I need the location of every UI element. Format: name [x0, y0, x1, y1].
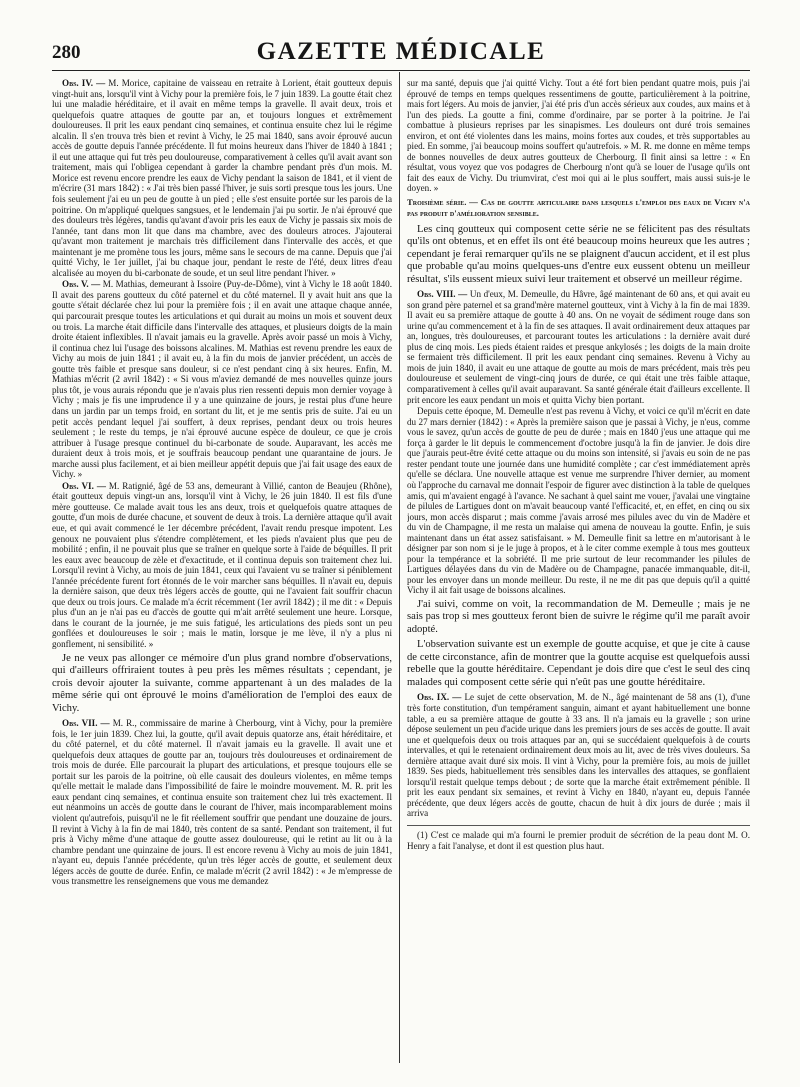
observation-text: M. Mathias, demeurant à Issoire (Puy-de-Dôme), vint à Vichy le 18 août 1840. Il avait des parens goutteux du côté paternel et du côté maternel. Il y avait huit ans que la goutte s'était déclarée chez lui pour la première fois ; il en avait une attaque chaque année, qui parcourait presque toutes les articulations et qui durait au moins un mois et souvent deux ou trois. La marche était difficile dans l'intervalle des attaques, et plusieurs doigts de la main droite étaient inflexibles. Il n'avait jamais eu la gravelle. Après avoir passé un mois à Vichy, il continua chez lui l'usage des boissons alcalines. M. Mathias est revenu prendre les eaux de Vichy au mois de juin 1841 ; il avait eu, à la fin du mois de janvier précédent, un accès de goutte très faible et presque sans douleur, si ce n'est pendant cinq à six heures. Enfin, M. Mathias m'écrit (2 avril 1842) : « Si vous m'aviez demandé de mes nouvelles quinze jours plus tôt, je vous aurais répondu que je n'avais plus rien ressenti depuis mon dernier voyage à Vichy ; mais je fis une imprudence il y a une quinzaine de jours, je restai plus d'une heure dans un jardin par un temps froid, en sortant du lit, et je me sentis pris de suite. J'ai eu un petit accès pendant lequel j'ai souffert, à deux reprises, pendant deux ou trois heures seulement ; le reste du temps, je n'ai éprouvé aucune espèce de douleur, ce que je crois attribuer à l'usage presque continuel du bi-carbonate de soude. Auparavant, les accès me duraient deux à trois mois, et je souffrais beaucoup pendant une quarantaine de jours. Je marche aussi plus facilement, et ai bien meilleur appétit depuis que j'ai fait usage des eaux de Vichy. »: [52, 279, 392, 480]
observation-label: Obs. IX. —: [417, 692, 462, 703]
footnote-rule: [407, 825, 750, 826]
journal-title: GAZETTE MÉDICALE: [256, 38, 546, 65]
observation-text: M. R., commissaire de marine à Cherbourg, vint à Vichy, pour la première fois, le 1er juin 1839. Chez lui, la goutte, qu'il avait depuis quatorze ans, était héréditaire, et du côté paternel, et du côté maternel. Il n'avait jamais eu la gravelle. Il avait une et quelquefois deux attaques de goutte par an, toujours très douloureuses et ordinairement de trois mois de durée. Elle parcourait la plupart des articulations, et presque toujours elle se portait sur les parois de la poitrine, où elle causait des douleurs violentes, en même temps qu'elle mettait le malade dans l'impossibilité de faire le moindre mouvement. M. R. prit les eaux pendant cinq semaines, et continua ensuite son traitement chez lui très exactement. Il eut néanmoins un accès de goutte dans le courant de l'hiver, mais incomparablement moins violent qu'autrefois, puisqu'il ne le fit réellement souffrir que pendant une douzaine de jours. Il revint à Vichy à la fin de mai 1840, très content de sa santé. Pendant son traitement, il fut pris à Vichy même d'une attaque de goutte assez douloureuse, qui le retint au lit ou à la chambre pendant une quinzaine de jours. Il est encore revenu à Vichy au mois de juin 1841, n'ayant eu, depuis l'année précédente, qu'un très léger accès de goutte, et seulement deux légers accès de goutte de durée. Enfin, ce malade m'écrit (2 avril 1842) : « Je m'empresse de vous transmettre les renseignemens que vous me demandez: [52, 718, 392, 887]
series-intro: Les cinq goutteux qui composent cette série ne se félicitent pas des résultats qu'ils ont obtenus, et en effet ils ont été beaucoup moins heureux que les autres ; cependant je ferai remarquer qu'ils ne se plaignent d'aucun accident, et il est plus que probable qu'au moins quelques-uns d'entre eux eussent obtenu un meilleur résultat, s'ils eussent mieux suivi leur traitement et observé un meilleur régime.: [407, 223, 750, 285]
observation-label: Obs. VI. —: [62, 480, 106, 491]
commentary-paragraph: J'ai suivi, comme on voit, la recommandation de M. Demeulle ; mais je ne sais pas trop si mes goutteux feront bien de suivre le régime qu'il me paraît avoir adopté.: [407, 598, 750, 635]
observation-label: Obs. IV. —: [62, 78, 106, 88]
footnote: (1) C'est ce malade qui m'a fourni le premier produit de sécrétion de la peau dont M. O. Henry a fait l'analyse, et dont il est question plus haut.: [407, 830, 750, 851]
left-column: [52, 78, 392, 1063]
observation-text: Le sujet de cette observation, M. de N., âgé maintenant de 58 ans (1), d'une très forte constitution, d'un tempérament sanguin, aimant et ayant habituellement une bonne table, a eu sa première attaque de goutte à 33 ans. Il n'a jamais eu la gravelle ; son urine dépose seulement un peu d'acide urique dans les premiers jours de ses accès de goutte. Il avait une et quelquefois deux ou trois attaques par an, qui se succédaient quelquefois à de courts intervalles, et qui le retenaient ordinairement deux mois au lit, avec de très vives douleurs. Sa dernière attaque avait duré six mois. Il vint à Vichy, pour la première fois, au mois de juillet 1839. Ses pieds, habituellement très sensibles dans les intervalles des attaques, se gonflaient lorsqu'il restait quelque temps debout ; de sorte que la marche était extrêmement pénible. Il prit les eaux pendant six semaines, et revint à Vichy en 1840, n'ayant eu, depuis l'année précédente, que deux légers accès de goutte, chacun de huit à dix jours de durée ; mais il arriva: [407, 692, 750, 819]
interlude-paragraph: Je ne veux pas allonger ce mémoire d'un plus grand nombre d'observations, qui d'ailleurs offriraient toutes à peu près les mêmes résultats ; cependant, je crois devoir ajouter la suivante, comme appartenant à un des malades de la même série qui ont éprouvé le moins d'amélioration de l'emploi des eaux de Vichy.: [52, 652, 392, 714]
observation-7: [52, 718, 392, 887]
observation-text: Un d'eux, M. Demeulle, du Hâvre, âgé maintenant de 60 ans, et qui avait eu son grand père paternel et sa grand'mère maternel goutteux, vint à Vichy à la fin de mai 1839. Il avait eu sa première attaque de goutte à 40 ans. On ne voyait de sédiment rouge dans son urine qu'au commencement et à la fin de ses attaques. Il avait ordinairement deux attaques par an, longues, très douloureuses, et parcourant toutes les articulations : la dernière avait duré plus de cinq mois. Les pieds étaient raides et presque ankylosés ; les doigts de la main droite se fermaient très difficilement. Il prit les eaux pendant cinq semaines. Revenu à Vichy au mois de juin 1840, il avait eu une attaque de goutte au mois de mars précédent, mais très peu douloureuse et seulement de vingt-cinq jours de durée, ce qui était une très faible attaque, comparativement à celles qu'il avait auparavant. Sa santé générale était d'ailleurs excellente. Il prit encore les eaux pendant un mois et quitta Vichy bien portant.: [407, 289, 750, 405]
page-number: 280: [52, 42, 81, 63]
section-heading: Troisième série. — Cas de goutte articulaire dans lesquels l'emploi des eaux de Vichy n'a pas produit d'amélioration sensible.: [407, 197, 750, 218]
observation-7-continued: sur ma santé, depuis que j'ai quitté Vichy. Tout a été fort bien pendant quatre mois, puis j'ai éprouvé de temps en temps quelques ressentimens de goutte, particulièrement à la poitrine, mais fort légers. Au mois de janvier, j'ai été pris d'un accès sérieux aux coudes, aux mains et à l'un des pieds. La goutte a fini, comme d'ordinaire, par se porter à la poitrine. Je l'ai combattue à plusieurs reprises par les sinapismes. Les douleurs ont duré trois semaines environ, et ont été violentes dans les mains, moins fortes aux coudes, et très supportables au pied. En somme, j'ai beaucoup moins souffert qu'autrefois. » M. R. me donne en même temps de bonnes nouvelles de deux autres goutteux de Cherbourg. Il finit ainsi sa lettre : « En résultat, vous voyez que vos podagres de Cherbourg n'ont qu'à se louer de l'usage qu'ils ont fait des eaux de Vichy. Du triumvirat, c'est moi qui ai le plus souffert, mais aussi suis-je le doyen. »: [407, 78, 750, 194]
observation-text: M. Ratignié, âgé de 53 ans, demeurant à Villié, canton de Beaujeu (Rhône), était goutteux depuis vingt-un ans, lorsqu'il vint à Vichy, le 26 juin 1840. Il est fils d'une mère goutteuse. Ce malade avait tous les ans deux, trois et quelquefois quatre attaques de goutte, d'un mois de durée chacune, et souvent de deux à trois. La dernière attaque qu'il avait eue, et qui avait commencé le 1er décembre précédent, l'avait rendu presque impotent. Les genoux ne pouvaient plus s'étendre complètement, et les pieds n'avaient plus que peu de mobilité ; enfin, il ne pouvait plus que se traîner en quelque sorte à l'aide de béquilles. Il prit les eaux avec beaucoup de zèle et d'exactitude, et il continua depuis son traitement chez lui. Lorsqu'il revint à Vichy, au mois de juin 1841, ceux qui l'avaient vu se traîner si péniblement l'année précédente furent fort étonnés de le voir marcher sans béquilles. Il n'avait eu, depuis la dernière saison, que deux très légers accès de goutte, qui ne l'avaient fait souffrir chacun que deux ou trois jours. Ce malade m'a écrit récemment (1er avril 1842) ; il me dit : « Depuis plus d'un an je n'ai pas eu d'accès de goutte qui m'ait arrêté seulement une heure. Lorsque, dans le courant de la journée, je me suis fatigué, les articulations des pieds sont un peu gonflées et douloureuses le soir ; mais le matin, lorsque je me lève, il n'y a plus ni gonflement, ni sensibilité. »: [52, 480, 392, 649]
observation-5: [52, 279, 392, 479]
commentary-paragraph: L'observation suivante est un exemple de goutte acquise, et que je cite à cause de cette circonstance, afin de montrer que la goutte acquise est quelquefois aussi rebelle que la goutte héréditaire. Cependant je dois dire que c'est le seul des cinq malades qui composent cette série qui n'eût pas une goutte héréditaire.: [407, 639, 750, 688]
observation-6: [52, 481, 392, 650]
observation-label: Obs. VII. —: [62, 718, 110, 729]
right-column: [407, 78, 750, 1063]
header-rule: [52, 70, 750, 71]
observation-9: [407, 692, 750, 819]
column-divider: [399, 72, 400, 1063]
observation-8-letter: Depuis cette époque, M. Demeulle n'est pas revenu à Vichy, et voici ce qu'il m'écrit en date du 27 mars dernier (1842) : « Après la première saison que je passai à Vichy, je n'eus, comme vous le savez, qu'un accès de goutte de peu de durée ; mais en 1840 j'eus une attaque qui me força à garder le lit depuis le commencement d'octobre jusqu'à la fin de janvier. Je dois dire que j'aurais peut-être évité cette attaque ou du moins son intensité, si j'avais eu soin de ne pas rester pendant toute une journée dans une humidité complète ; car c'est immédiatement après qu'elle se déclara. Une nouvelle attaque est venue me surprendre l'hiver dernier, au moment où l'approche du carnaval me donnait l'espoir de figurer avec distinction à la table de quelques amis, qui m'avaient engagé à l'avance. Ne sachant à quel saint me vouer, j'avalai une vingtaine de pilules de Lartigues dont on m'avait beaucoup vanté l'efficacité, et, en effet, en cinq ou six jours, mon accès disparut ; mais comme j'avais arrosé mes pilules avec du vin de Madère et du vin de Champagne, il me resta un malaise qui amena de nouveau la goutte. Enfin, je suis maintenant dans un état assez satisfaisant. » M. Demeulle finit sa lettre en m'autorisant à le désigner par son nom si je le juge à propos, et à le citer comme exemple à tous mes goutteux pour la tempérance et la sobriété. Il me prie surtout de leur recommander les pilules de Lartigues délayées dans du vin de Madère ou de Champagne, panacée immanquable, dit-il, pour les envoyer dans un monde meilleur. Du reste, il ne me dit pas que depuis qu'il a quitté Vichy il ait fait usage de boissons alcalines.: [407, 406, 750, 596]
observation-label: Obs. VIII. —: [417, 289, 468, 300]
observation-4: [52, 78, 392, 278]
observation-text: M. Morice, capitaine de vaisseau en retraite à Lorient, était goutteux depuis vingt-huit ans, lorsqu'il vint à Vichy pour la première fois, le 7 juin 1839. La goutte était chez lui une maladie héréditaire, et il avait en même temps la gravelle. Il avait deux, trois et quelquefois quatre attaques de goutte par an, et toujours longues et extrêmement douloureuses. Il prit les eaux pendant cinq semaines, et continua ensuite chez lui le régime alcalin. Il s'en trouva très bien et revint à Vichy, le 25 mai 1840, sans avoir éprouvé aucun accès de goutte depuis l'année précédente. Il fut moins heureux dans l'hiver de 1840 à 1841 ; il eut une attaque qui fut très peu douloureuse, comparativement à celles qu'il avait avant son traitement, mais qui l'obligea cependant à garder la chambre pendant près d'un mois. M. Morice est revenu encore prendre les eaux de Vichy pendant la saison de 1841, et il vient de m'écrire (31 mars 1842) : « J'ai très bien passé l'hiver, je suis sorti presque tous les jours. Une fois seulement j'ai eu un peu de goutte à un pied ; elle s'est ensuite portée sur les parois de la poitrine. On m'appliqué quelques sangsues, et le lendemain j'ai pu sortir. Je n'ai éprouvé que des douleurs très légères, tandis qu'avant d'avoir pris les eaux de Vichy je passais six mois de l'année, tant dans mon lit que dans ma chambre, avec des douleurs atroces. J'ajouterai qu'avant mon traitement je marchais très difficilement dans l'intervalle des accès, et que maintenant je me promène tous les jours, même sans le secours de ma canne. Depuis que j'ai quitté Vichy, le 1er juillet, j'ai bu chaque jour, pendant le reste de l'été, deux litres d'eau alcalisée au moyen du bi-carbonate de soude, et un seul litre pendant l'hiver. »: [52, 78, 392, 278]
page-header: [52, 38, 750, 66]
observation-label: Obs. V. —: [62, 279, 101, 290]
observation-8: [407, 289, 750, 405]
